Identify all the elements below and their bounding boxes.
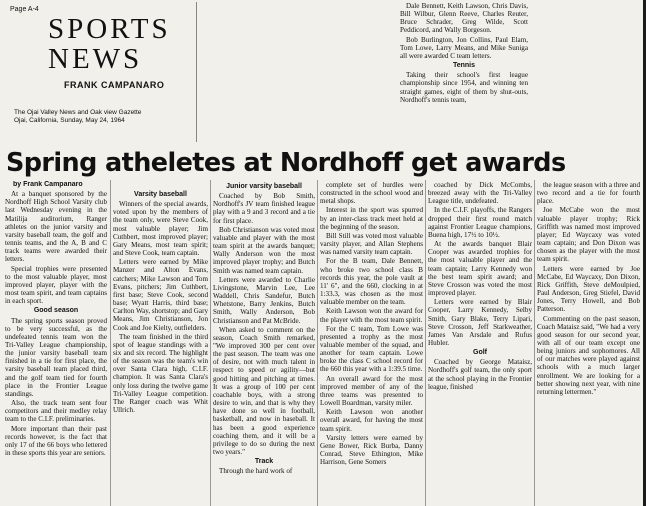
section-title	[48, 14, 188, 74]
paragraph: complete set of hurdles were constructed in the school wood and metal shops.	[320, 181, 423, 206]
column-rule	[425, 180, 426, 506]
paragraph: Letters were earned by Mike Manzer and Alton Evans, catchers; Mike Lawson and Tom Evans, pitchers; Jim Cuthbert, first base; Steve Cook, second base; Wyatt Harris, third base; Carlton Way, shortstop; and Gary Means, Jim Christianson, Jon Cook and Joe Kielty, outfielders.	[113, 258, 208, 332]
section-title-line2: NEWS	[48, 43, 143, 75]
paragraph: Bill Still was voted most valuable varsity player, and Allan Stephens was named varsity team captain.	[320, 231, 423, 257]
paragraph: For the C team, Tom Lowe was presented a trophy as the most valuable member of the squad, and another for team captain. Lowe broke the class C school record for the 660 this year with a 1:39.5 time.	[320, 324, 423, 374]
article-column-4	[320, 181, 423, 506]
article-column-6	[537, 181, 640, 506]
subhead-tennis: Tennis	[452, 62, 476, 70]
paragraph: Varsity letters were earned by Gene Bower, Rick Burba, Danny Conrad, Steve Ethington, Mike Harrison, Gene Somers	[320, 433, 423, 467]
paragraph: coached by Dick McCombs, breezed away with the Tri-Valley League title, undefeated.	[428, 181, 532, 206]
paragraph: Winners of the special awards, voted upon by the members of the team only, were Steve Cook, most valuable player; Jim Cuthbert, most improved player; Gary Means, most team spirit; and Steve Cook, team captain.	[113, 200, 208, 258]
subhead-junior-varsity: Junior varsity baseball	[226, 183, 302, 190]
column-rule	[110, 180, 111, 506]
paragraph: Letters were awarded to Charlie Livingstone, Marvin Lee, Lee Waddell, Chris Sandefur, Butch Whetstone, Barry Jenkins, Butch Smith, Wally Anderson, Bob Christianson and Pat McBride.	[213, 275, 315, 325]
article-column-2	[113, 181, 208, 506]
column-rule	[534, 180, 535, 506]
paragraph: Through the hard work of	[219, 467, 293, 476]
paragraph: An overall award for the most improved member of any of the three teams was presented to Lowell Boardman, varsity miler.	[320, 374, 423, 408]
paragraph: Special trophies were presented to the most valuable player, most improved player, player with the most team spirit, and team captains in each sport.	[5, 264, 107, 306]
section-title-line1: SPORTS	[48, 13, 171, 45]
paragraph: Commenting on the past season, Coach Mataisz said, "We had a very good season for our second year, with all of our team except one being juniors and sophomores. All of our matches were played against schools with a much larger enrollment. We are looking for a better showing next year, with nine returning lettermen."	[537, 314, 640, 396]
paragraph: In the C.I.F. playoffs, the Rangers dropped their first round match against Frontier League champions, Buena high, 17½ to 10½.	[428, 206, 532, 239]
paragraph: Bob Christianson was voted most valuable and player with the most team spirit at the awards banquet; Wally Anderson won the most improved player trophy; and Butch Smith was named team captain.	[213, 225, 315, 275]
paragraph: the league season with a three and two record and a tie for fourth place.	[537, 181, 640, 206]
paragraph: For the B team, Dale Bennett, who broke two school class B records this year, the pole vault at 11' 6", and the 660, clocking in at 1:33.3, was chosen as the most valuable member on the team.	[320, 257, 423, 307]
paragraph: At the awards banquet Blair Cooper was awarded trophies for the most valuable player and the team captain; Larry Kennedy won the best team spirit award; and Steve Crosson was voted the most improved player.	[428, 240, 532, 298]
masthead	[4, 2, 197, 142]
article-column-5	[428, 181, 532, 506]
paragraph: Coached by George Mataisz, Nordhoff's golf team, the only sport at the school playing in the Frontier league, finished	[428, 358, 532, 391]
paragraph: Joe McCabe won the most valuable player trophy; Rick Griffith was named most improved player; Ed Waycaxy was voted team captain; and Don Dixon was chosen as the player with the most team spirit.	[537, 206, 640, 264]
paragraph: Coached by Bob Smith, Nordhoff's JV team finished league play with a 9 and 3 record and a tie for first place.	[213, 192, 315, 225]
byline: by Frank Campanaro	[13, 181, 83, 188]
paragraph: Letters were earned by Blair Cooper, Larry Kennedy, Selby Smith, Gary Blake, Terry Lipari, Steve Crosson, Jeff Starkweather, James Van Arsdale and Rufus Hubler.	[428, 298, 532, 347]
paragraph: Bob Burlington, Jon Collins, Paul Elam, Tom Lowe, Larry Means, and Mike Suniga all were awarded C team letters.	[400, 35, 528, 60]
subhead-track: Track	[254, 458, 274, 466]
paragraph: Dale Bennett, Keith Lawson, Chris Davis, Bill Wilbur, Glenn Reeve, Charles Reuter, Bruce Schrader, Greg Wilde, Scott Peddicord, and Wally Borgeson.	[400, 2, 528, 35]
article-column-1	[5, 181, 107, 506]
column-rule	[210, 180, 211, 506]
publication-info	[14, 109, 141, 125]
columnist-name: FRANK CAMPANARO	[64, 80, 165, 90]
paragraph: Letters were earned by Joe McCabe, Ed Waycaxy, Don Dixon, Rick Griffith, Steve deMoulpied, Paul Anderson, Greg Stiefel, David Jones, Terry Howell, and Bob Patterson.	[537, 264, 640, 314]
paragraph: Keith Lawson won the award for the player with the most team spirit.	[320, 307, 423, 324]
publication-name: The Ojai Valley News and Oak view Gazette	[14, 109, 142, 116]
subhead-good-season: Good season	[33, 307, 79, 315]
paragraph: The spring sports season proved to be very successful, as the undefeated tennis team won the Tri-Valley League championship, the junior varsity baseball team finished in a tie for first place, the varsity baseball team placed third, and the golf team tied for fourth place in the Frontier League standings.	[5, 316, 107, 398]
subhead-golf: Golf	[473, 349, 487, 357]
paragraph: More important than their past records however, is the fact that only 17 of the 66 boys who lettered in these sports this year are seniors.	[5, 424, 107, 457]
article-column-3	[213, 181, 315, 506]
paragraph: The team finished in the third spot of league standings with a six and six record. The highlight of the season was the team's win over Santa Clara high, C.I.F. champion. It was Santa Clara's only loss during the twelve game Tri-Valley League competition. The Ranger coach was Whit Ullrich.	[113, 332, 208, 415]
page-label: Page A-4	[10, 6, 39, 13]
paragraph: Keith Lawson won another overall award, for having the most team spirit.	[320, 408, 423, 433]
publication-date: Ojai, California, Sunday, May 24, 1964	[14, 117, 125, 124]
paragraph: Taking their school's first league championship since 1954, and winning ten straight games, eight of them by shut-outs, Nordhoff's tennis team,	[400, 71, 528, 104]
headline: Spring atheletes at Nordhoff get awards	[6, 148, 566, 178]
column-rule	[317, 180, 318, 506]
subhead-varsity-baseball: Varsity baseball	[134, 191, 187, 198]
paragraph: Interest in the sport was spurred by an inter-class track meet held at the beginning of the season.	[320, 206, 423, 231]
continuation-column	[400, 2, 528, 144]
paragraph: Also, the track team sent four competitors and their medley relay team to the C.I.F. preliminaries.	[5, 399, 107, 424]
paragraph: When asked to comment on the season, Coach Smith remarked, "We improved 300 per cent over the past season. The team was one of desire, not with much talent in respect to speed or agility—but good hitting and pitching at times. It was a group of 100 per cent coachable boys, with a strong desire to win, and that is why they have done so well in football, basketball, and now in baseball. It has been a good experience coaching them, and it will be a privilege to do so during the next two years."	[213, 325, 315, 456]
paragraph: At a banquet sponsored by the Nordhoff High School Varsity club last Wednesday evening in the Matilija auditorium, Ranger athletes on the junior varsity and varsity baseball team, the golf and tennis teams, and the A, B and C track teams were awarded their letters.	[5, 190, 107, 264]
